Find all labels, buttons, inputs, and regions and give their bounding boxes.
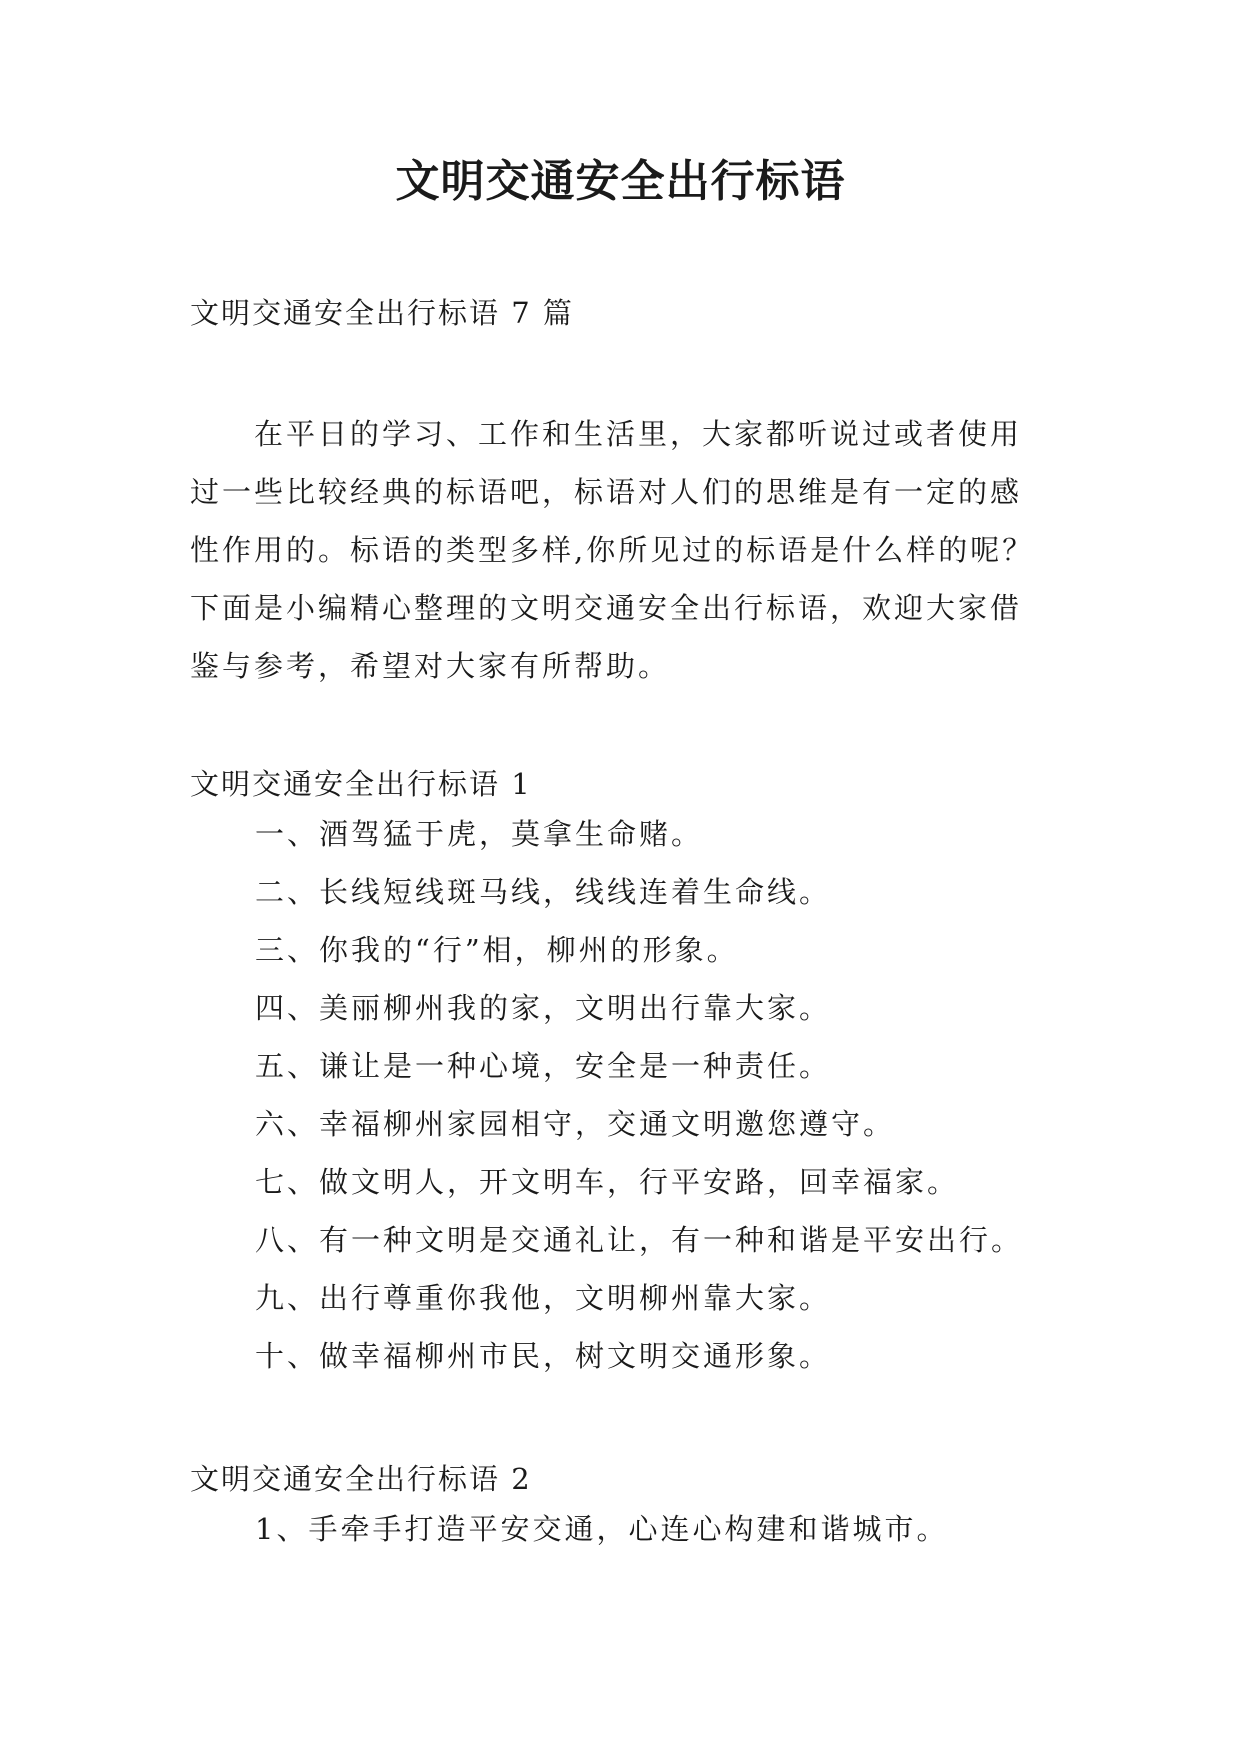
slogan-item: 八、有一种文明是交通礼让，有一种和谐是平安出行。: [255, 1223, 1024, 1257]
document-subtitle: 文明交通安全出行标语 7 篇: [190, 296, 574, 330]
section-heading-1: 文明交通安全出行标语 1: [190, 767, 532, 801]
intro-line: 下面是小编精心整理的文明交通安全出行标语，欢迎大家借: [190, 591, 1023, 625]
slogan-item: 七、做文明人，开文明车，行平安路，回幸福家。: [255, 1165, 960, 1199]
slogan-item: 一、酒驾猛于虎，莫拿生命赌。: [255, 817, 704, 851]
slogan-item: 二、长线短线斑马线，线线连着生命线。: [255, 875, 832, 909]
document-title: 文明交通安全出行标语: [395, 156, 846, 207]
intro-line: 鉴与参考，希望对大家有所帮助。: [190, 649, 671, 683]
intro-line: 过一些比较经典的标语吧，标语对人们的思维是有一定的感: [190, 475, 1023, 509]
intro-line: 性作用的。标语的类型多样,你所见过的标语是什么样的呢？: [190, 533, 1035, 567]
intro-paragraph: [190, 405, 1070, 695]
slogan-item: 三、你我的“行”相，柳州的形象。: [255, 933, 739, 967]
section-heading-2: 文明交通安全出行标语 2: [190, 1462, 532, 1496]
slogan-item: 十、做幸福柳州市民，树文明交通形象。: [255, 1339, 832, 1373]
slogan-item: 九、出行尊重你我他，文明柳州靠大家。: [255, 1281, 832, 1315]
slogan-list-2: [255, 1508, 948, 1566]
slogan-item: 四、美丽柳州我的家，文明出行靠大家。: [255, 991, 832, 1025]
slogan-item: 1、手牵手打造平安交通，心连心构建和谐城市。: [255, 1512, 949, 1546]
slogan-item: 五、谦让是一种心境，安全是一种责任。: [255, 1049, 832, 1083]
slogan-list-1: [255, 813, 1023, 1393]
slogan-item: 六、幸福柳州家园相守，交通文明邀您遵守。: [255, 1107, 896, 1141]
intro-line: 在平日的学习、工作和生活里，大家都听说过或者使用: [254, 417, 1023, 451]
